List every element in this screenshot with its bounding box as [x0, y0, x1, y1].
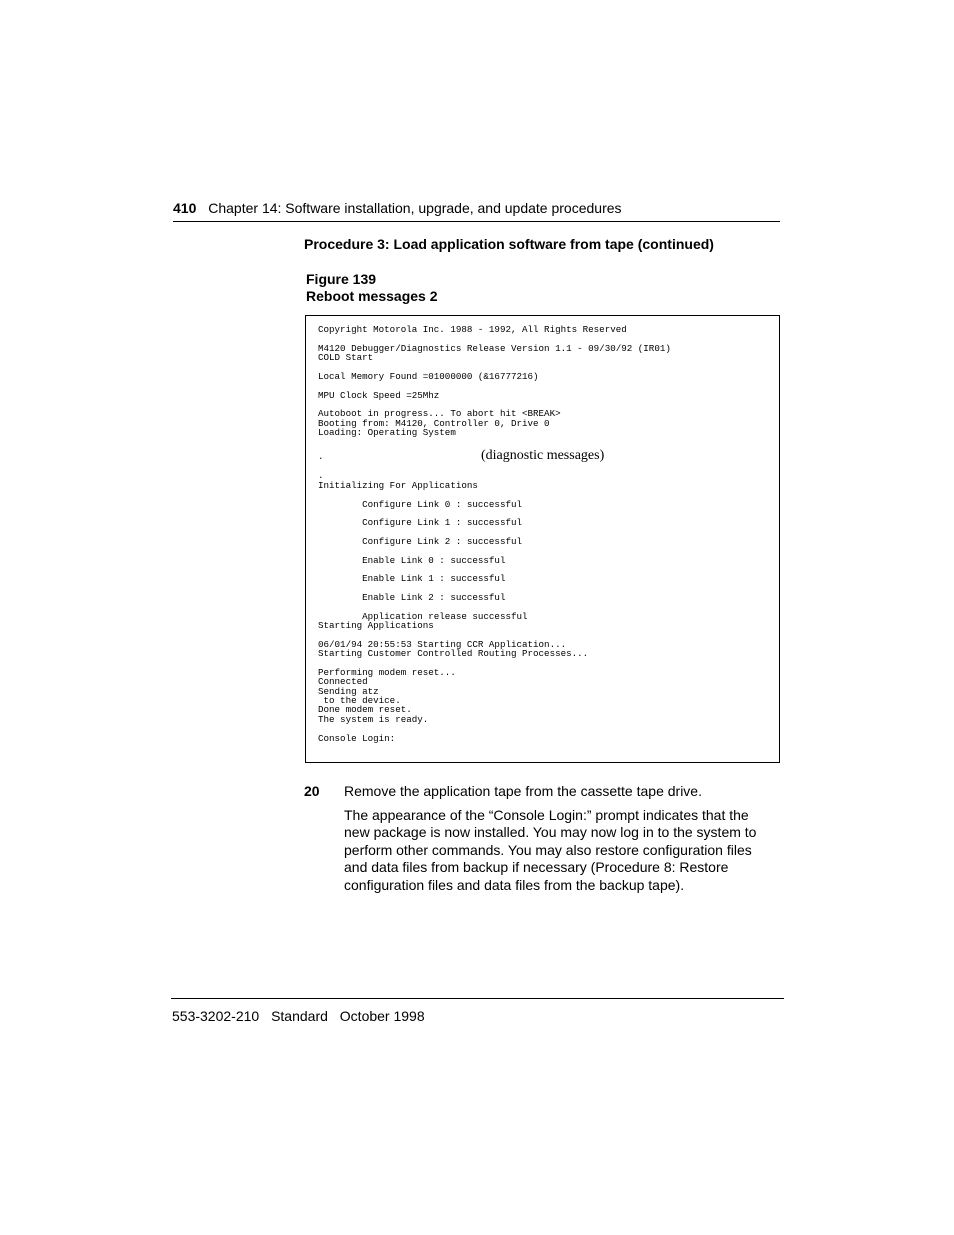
paragraph-line: The appearance of the “Console Login:” prompt indicates that the	[344, 807, 749, 823]
page-footer	[172, 1007, 433, 1025]
console-line: Enable Link 2 : successful	[318, 592, 506, 603]
page-number: 410	[173, 200, 197, 216]
document-status: Standard	[271, 1008, 328, 1024]
footer-divider	[171, 998, 784, 999]
document-number: 553-3202-210	[172, 1008, 260, 1024]
console-output-box	[305, 315, 780, 763]
page-header	[173, 199, 780, 217]
figure-label: Figure 139	[306, 271, 377, 287]
console-line: Application release successful	[318, 611, 528, 622]
console-line: Configure Link 0 : successful	[318, 499, 522, 510]
console-line: Enable Link 1 : successful	[318, 573, 506, 584]
procedure-title: Procedure 3: Load application software from tape (continued)	[304, 236, 714, 252]
console-line: Enable Link 0 : successful	[318, 555, 506, 566]
console-line: Booting from: M4120, Controller 0, Drive 0	[318, 418, 550, 429]
console-line: Configure Link 1 : successful	[318, 517, 522, 528]
console-line: Autoboot in progress... To abort hit <BREAK>	[318, 408, 561, 419]
console-line: Copyright Motorola Inc. 1988 - 1992, All Rights Reserved	[318, 324, 627, 335]
console-line: Console Login:	[318, 733, 396, 744]
console-line: The system is ready.	[318, 714, 429, 725]
console-line: 06/01/94 20:55:53 Starting CCR Application...	[318, 639, 567, 650]
step-number: 20	[304, 783, 320, 799]
console-line: COLD Start	[318, 352, 374, 363]
console-line: Local Memory Found =01000000 (&16777216)	[318, 371, 539, 382]
console-line: Done modem reset.	[318, 704, 412, 715]
console-line: .	[318, 470, 324, 481]
console-line: MPU Clock Speed =25Mhz	[318, 390, 440, 401]
console-line: Starting Customer Controlled Routing Processes...	[318, 648, 589, 659]
console-line: to the device.	[318, 695, 401, 706]
document-date: October 1998	[339, 1008, 425, 1024]
paragraph-line: perform other commands. You may also restore configuration files	[344, 841, 752, 858]
console-line: .	[318, 451, 324, 462]
console-line: Performing modem reset...	[318, 667, 456, 678]
diagnostic-messages-note: (diagnostic messages)	[481, 448, 605, 463]
paragraph-line: new package is now installed. You may now log in to the system to	[344, 824, 757, 841]
header-divider	[173, 221, 780, 222]
step-instruction: Remove the application tape from the cassette tape drive.	[344, 783, 702, 799]
console-line: Connected	[318, 676, 368, 687]
figure-caption: Reboot messages 2	[306, 288, 438, 304]
console-line: Sending atz	[318, 686, 379, 697]
console-line: Starting Applications	[318, 620, 434, 631]
console-line: Configure Link 2 : successful	[318, 536, 522, 547]
step-explanation	[344, 807, 774, 894]
paragraph-line: configuration files and data files from the backup tape).	[344, 876, 685, 893]
console-line: Initializing For Applications	[318, 480, 478, 491]
console-line: M4120 Debugger/Diagnostics Release Version 1.1 - 09/30/92 (IR01)	[318, 343, 671, 354]
paragraph-line: and data files from backup if necessary (Procedure 8: Restore	[344, 859, 729, 876]
chapter-title: Chapter 14: Software installation, upgrade, and update procedures	[208, 200, 622, 216]
console-line: Loading: Operating System	[318, 427, 456, 438]
